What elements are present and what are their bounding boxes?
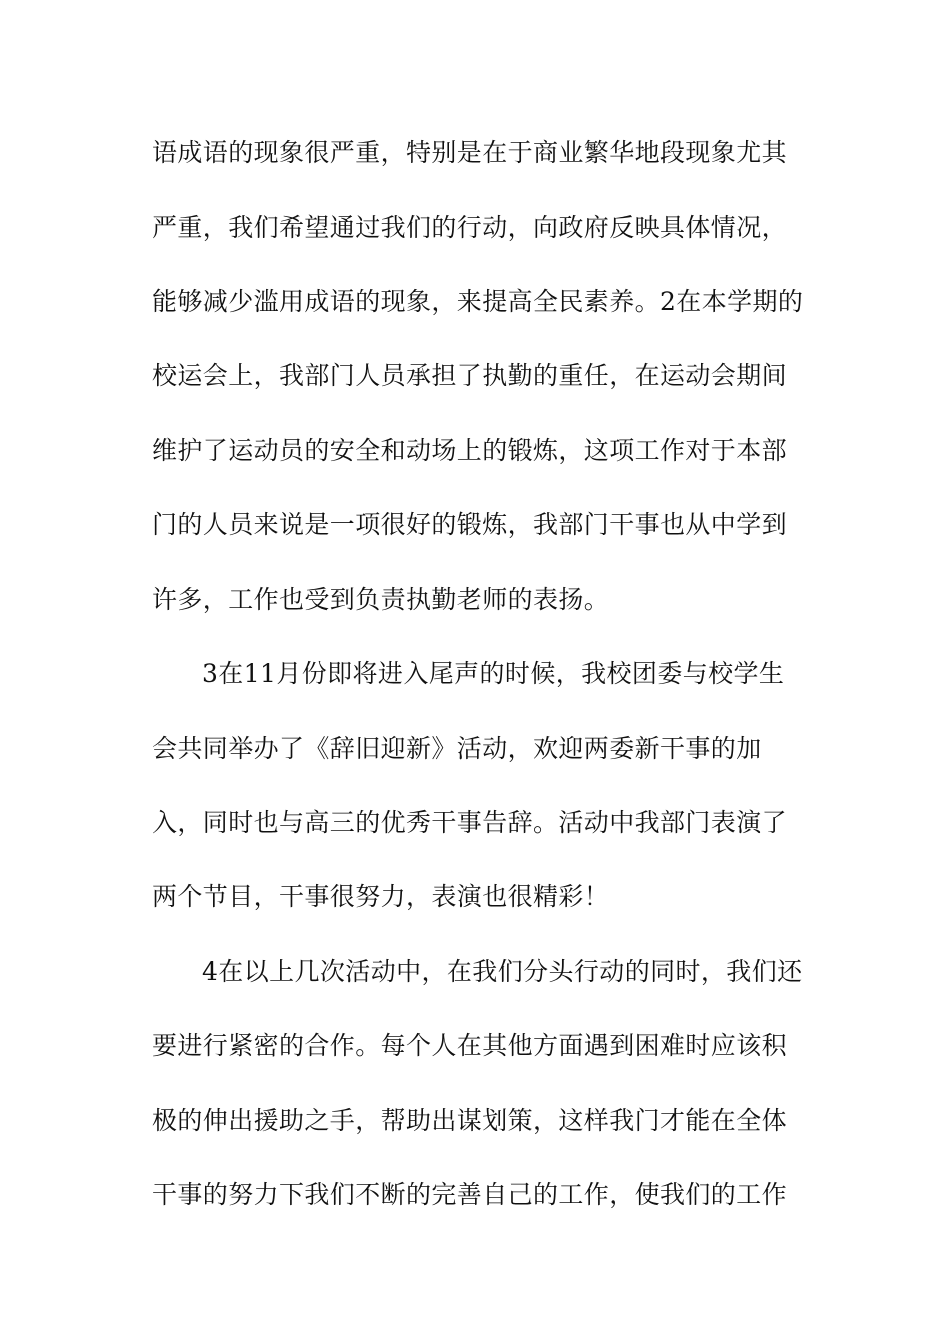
text-line-4: 校运会上，我部门人员承担了执勤的重任，在运动会期间 (152, 361, 788, 390)
paragraph-4-line-4: 干事的努力下我们不断的完善自己的工作，使我们的工作 (152, 1180, 788, 1209)
paragraph-3-line-3: 入，同时也与高三的优秀干事告辞。活动中我部门表演了 (152, 808, 788, 837)
paragraph-4-line-2: 要进行紧密的合作。每个人在其他方面遇到困难时应该积 (152, 1031, 788, 1060)
paragraph-3-line-4: 两个节目，干事很努力，表演也很精彩！ (152, 882, 610, 911)
text-line-3: 能够减少滥用成语的现象，来提高全民素养。2在本学期的 (152, 287, 804, 316)
paragraph-3-line-1: 3在11月份即将进入尾声的时候，我校团委与校学生 (202, 659, 785, 688)
text-line-7: 许多，工作也受到负责执勤老师的表扬。 (152, 585, 610, 614)
text-line-1: 语成语的现象很严重，特别是在于商业繁华地段现象尤其 (152, 138, 788, 167)
text-line-6: 门的人员来说是一项很好的锻炼，我部门干事也从中学到 (152, 510, 788, 539)
paragraph-3-line-2: 会共同举办了《辞旧迎新》活动，欢迎两委新干事的加 (152, 734, 762, 763)
paragraph-4-line-3: 极的伸出援助之手，帮助出谋划策，这样我门才能在全体 (152, 1106, 788, 1135)
text-line-2: 严重，我们希望通过我们的行动，向政府反映具体情况， (152, 213, 788, 242)
text-line-5: 维护了运动员的安全和动场上的锻炼，这项工作对于本部 (152, 436, 788, 465)
paragraph-4-line-1: 4在以上几次活动中，在我们分头行动的同时，我们还 (202, 957, 803, 986)
